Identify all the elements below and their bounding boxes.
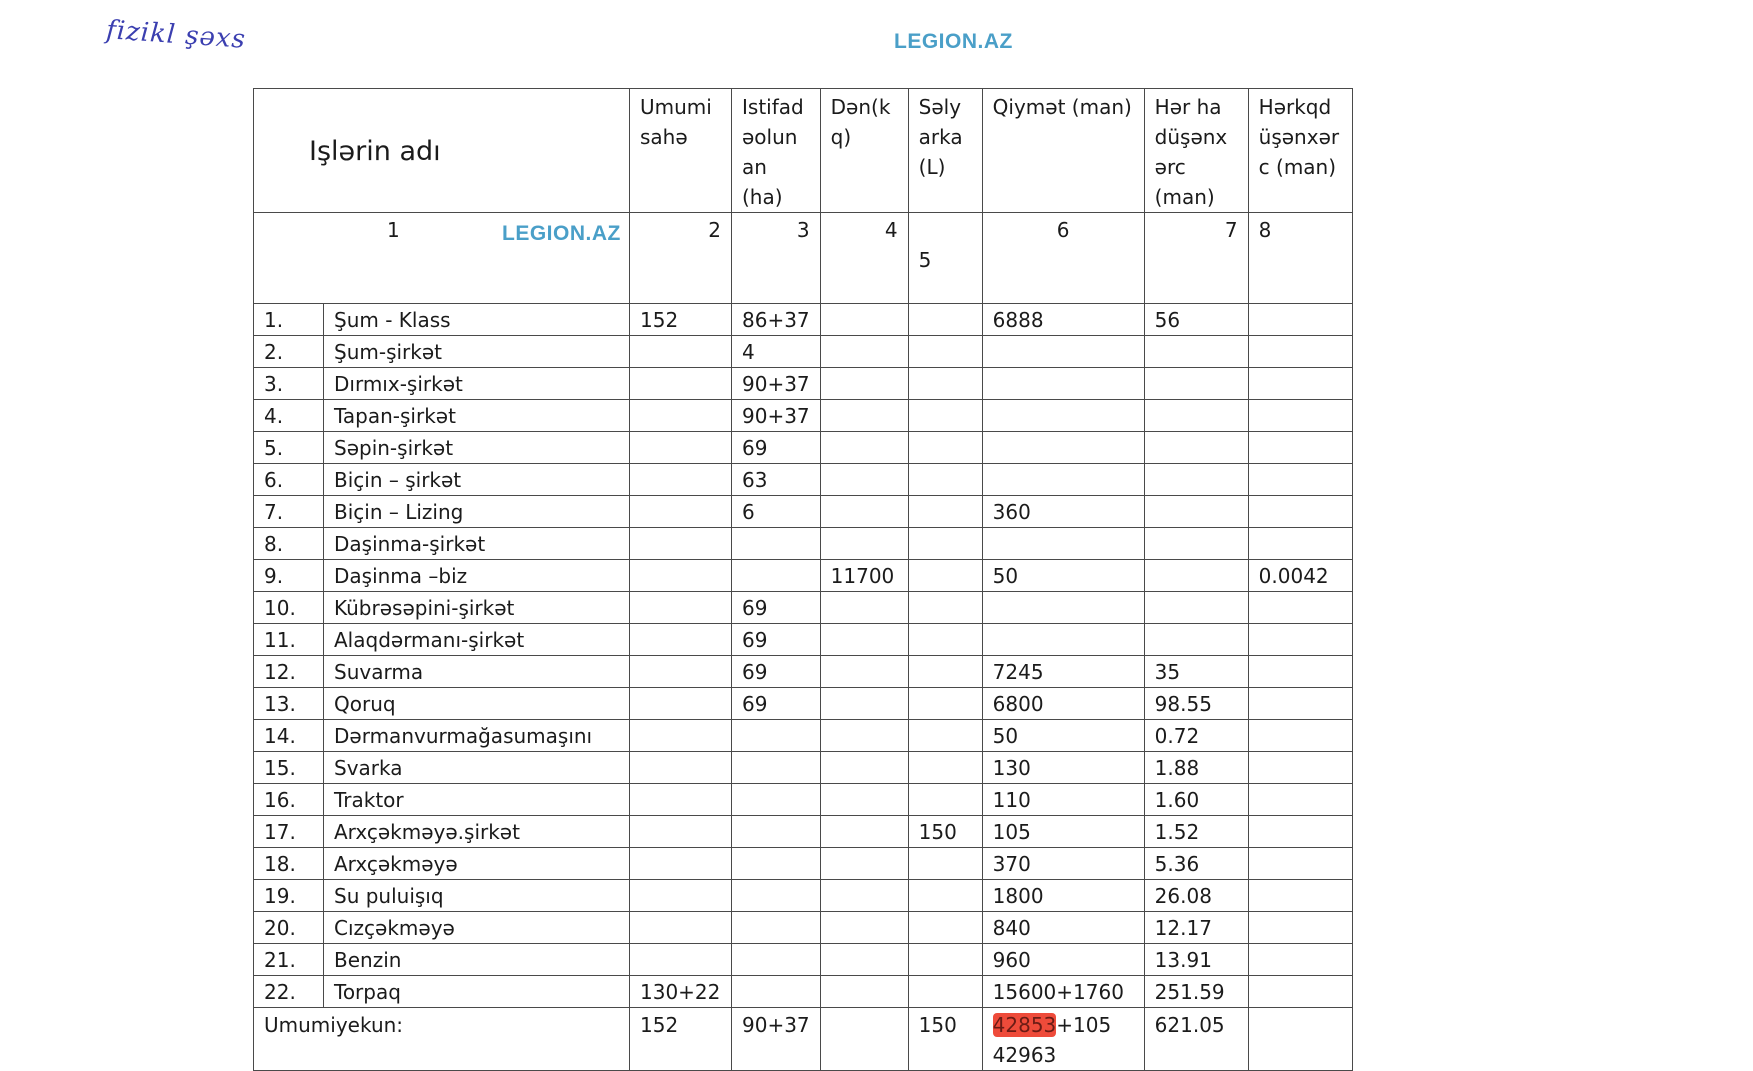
row-work-name: Svarka <box>324 752 630 784</box>
row-cost-per-kg <box>1248 368 1352 400</box>
row-grain <box>820 528 908 560</box>
table-row <box>254 944 1353 976</box>
row-total-area <box>630 496 732 528</box>
row-total-area <box>630 432 732 464</box>
row-work-name: Arxçəkməyə.şirkət <box>324 816 630 848</box>
row-cost-per-ha <box>1144 432 1248 464</box>
row-used-area <box>732 720 821 752</box>
row-price <box>982 368 1144 400</box>
row-used-area <box>732 528 821 560</box>
row-grain <box>820 976 908 1008</box>
row-total-area <box>630 464 732 496</box>
column-number-row <box>254 213 1353 304</box>
highlighted-value: 42853 <box>992 1013 1057 1037</box>
row-price <box>982 624 1144 656</box>
row-used-area: 69 <box>732 656 821 688</box>
row-cost-per-ha: 35 <box>1144 656 1248 688</box>
row-grain <box>820 432 908 464</box>
header-price: Qiymət (man) <box>982 89 1144 213</box>
row-used-area <box>732 880 821 912</box>
row-price <box>982 528 1144 560</box>
row-price: 7245 <box>982 656 1144 688</box>
row-fuel <box>908 688 982 720</box>
row-work-name: Daşinma-şirkət <box>324 528 630 560</box>
row-work-name: Su puluişıq <box>324 880 630 912</box>
column-number-7: 7 <box>1144 213 1248 304</box>
total-c6 <box>982 1008 1144 1071</box>
row-total-area <box>630 560 732 592</box>
row-cost-per-kg <box>1248 656 1352 688</box>
row-used-area <box>732 848 821 880</box>
row-price: 360 <box>982 496 1144 528</box>
table-row <box>254 336 1353 368</box>
table-row <box>254 720 1353 752</box>
row-work-name: Dırmıx-şirkət <box>324 368 630 400</box>
row-fuel <box>908 304 982 336</box>
row-price: 960 <box>982 944 1144 976</box>
row-price: 50 <box>982 560 1144 592</box>
row-work-name: Suvarma <box>324 656 630 688</box>
row-work-name: Torpaq <box>324 976 630 1008</box>
row-used-area <box>732 816 821 848</box>
row-number: 10. <box>254 592 324 624</box>
row-cost-per-kg: 0.0042 <box>1248 560 1352 592</box>
row-cost-per-ha: 1.52 <box>1144 816 1248 848</box>
row-price <box>982 592 1144 624</box>
row-cost-per-ha <box>1144 400 1248 432</box>
row-used-area <box>732 976 821 1008</box>
row-grain <box>820 304 908 336</box>
row-total-area <box>630 848 732 880</box>
row-cost-per-kg <box>1248 816 1352 848</box>
total-c5: 150 <box>908 1008 982 1071</box>
row-cost-per-ha <box>1144 560 1248 592</box>
row-grain <box>820 816 908 848</box>
row-grain <box>820 592 908 624</box>
row-work-name: Qoruq <box>324 688 630 720</box>
row-price: 50 <box>982 720 1144 752</box>
row-used-area: 69 <box>732 688 821 720</box>
row-used-area: 90+37 <box>732 400 821 432</box>
table-row <box>254 400 1353 432</box>
row-work-name: Cızçəkməyə <box>324 912 630 944</box>
row-price: 370 <box>982 848 1144 880</box>
row-fuel <box>908 336 982 368</box>
row-number: 7. <box>254 496 324 528</box>
row-cost-per-kg <box>1248 432 1352 464</box>
row-used-area <box>732 784 821 816</box>
row-cost-per-kg <box>1248 784 1352 816</box>
row-cost-per-ha <box>1144 528 1248 560</box>
row-grain <box>820 912 908 944</box>
row-grain: 11700 <box>820 560 908 592</box>
row-cost-per-ha <box>1144 368 1248 400</box>
table-row <box>254 912 1353 944</box>
row-price: 6800 <box>982 688 1144 720</box>
row-number: 21. <box>254 944 324 976</box>
row-used-area: 63 <box>732 464 821 496</box>
row-used-area: 6 <box>732 496 821 528</box>
row-grain <box>820 688 908 720</box>
row-fuel <box>908 624 982 656</box>
row-used-area <box>732 912 821 944</box>
row-total-area: 130+22 <box>630 976 732 1008</box>
row-number: 2. <box>254 336 324 368</box>
work-cost-table <box>253 88 1353 1071</box>
row-cost-per-kg <box>1248 752 1352 784</box>
table-row <box>254 656 1353 688</box>
row-cost-per-kg <box>1248 304 1352 336</box>
row-total-area <box>630 720 732 752</box>
row-cost-per-kg <box>1248 624 1352 656</box>
row-price <box>982 336 1144 368</box>
column-number-2: 2 <box>630 213 732 304</box>
row-cost-per-ha: 56 <box>1144 304 1248 336</box>
row-grain <box>820 464 908 496</box>
row-fuel <box>908 752 982 784</box>
table-row <box>254 624 1353 656</box>
table-header-row <box>254 89 1353 213</box>
row-cost-per-kg <box>1248 944 1352 976</box>
row-price: 105 <box>982 816 1144 848</box>
row-work-name: Dərmanvurmağasumaşını <box>324 720 630 752</box>
row-cost-per-kg <box>1248 496 1352 528</box>
table-row <box>254 816 1353 848</box>
row-price: 130 <box>982 752 1144 784</box>
row-total-area <box>630 528 732 560</box>
row-grain <box>820 944 908 976</box>
row-price: 15600+1760 <box>982 976 1144 1008</box>
row-cost-per-kg <box>1248 880 1352 912</box>
row-cost-per-kg <box>1248 848 1352 880</box>
row-cost-per-kg <box>1248 720 1352 752</box>
row-work-name: Alaqdərmanı-şirkət <box>324 624 630 656</box>
row-fuel: 150 <box>908 816 982 848</box>
row-grain <box>820 880 908 912</box>
table-row <box>254 368 1353 400</box>
row-number: 3. <box>254 368 324 400</box>
row-grain <box>820 720 908 752</box>
row-number: 16. <box>254 784 324 816</box>
row-total-area <box>630 752 732 784</box>
total-c3: 90+37 <box>732 1008 821 1071</box>
row-price: 6888 <box>982 304 1144 336</box>
column-number-8: 8 <box>1248 213 1352 304</box>
header-total-area: Umumi sahə <box>630 89 732 213</box>
row-fuel <box>908 592 982 624</box>
row-total-area <box>630 592 732 624</box>
row-grain <box>820 336 908 368</box>
table-row <box>254 976 1353 1008</box>
total-row <box>254 1008 1353 1071</box>
row-work-name: Şum - Klass <box>324 304 630 336</box>
table-row <box>254 592 1353 624</box>
table-row <box>254 688 1353 720</box>
row-total-area <box>630 368 732 400</box>
row-work-name: Arxçəkməyə <box>324 848 630 880</box>
table-row <box>254 560 1353 592</box>
table-row <box>254 752 1353 784</box>
total-c6-suffix: +105 <box>1056 1013 1112 1037</box>
row-number: 15. <box>254 752 324 784</box>
row-number: 13. <box>254 688 324 720</box>
row-used-area <box>732 944 821 976</box>
table-row <box>254 528 1353 560</box>
row-cost-per-kg <box>1248 336 1352 368</box>
row-cost-per-ha: 1.60 <box>1144 784 1248 816</box>
table-row <box>254 784 1353 816</box>
row-fuel <box>908 720 982 752</box>
row-work-name: Benzin <box>324 944 630 976</box>
row-grain <box>820 752 908 784</box>
row-grain <box>820 656 908 688</box>
row-grain <box>820 784 908 816</box>
row-total-area <box>630 688 732 720</box>
row-number: 17. <box>254 816 324 848</box>
row-cost-per-ha <box>1144 336 1248 368</box>
row-total-area <box>630 944 732 976</box>
total-label: Umumiyekun: <box>254 1008 630 1071</box>
header-cost-per-ha: Hər ha düşənx ərc (man) <box>1144 89 1248 213</box>
row-cost-per-kg <box>1248 976 1352 1008</box>
column-number-3: 3 <box>732 213 821 304</box>
row-total-area <box>630 336 732 368</box>
row-work-name: Tapan-şirkət <box>324 400 630 432</box>
row-fuel <box>908 944 982 976</box>
total-c4 <box>820 1008 908 1071</box>
total-c8 <box>1248 1008 1352 1071</box>
header-grain: Dən(k q) <box>820 89 908 213</box>
row-price: 1800 <box>982 880 1144 912</box>
row-total-area <box>630 656 732 688</box>
row-total-area <box>630 624 732 656</box>
row-number: 22. <box>254 976 324 1008</box>
row-cost-per-ha: 5.36 <box>1144 848 1248 880</box>
row-number: 18. <box>254 848 324 880</box>
row-price: 110 <box>982 784 1144 816</box>
row-total-area <box>630 400 732 432</box>
row-cost-per-kg <box>1248 912 1352 944</box>
row-fuel <box>908 432 982 464</box>
row-used-area: 86+37 <box>732 304 821 336</box>
header-used-area: Istifad əolun an (ha) <box>732 89 821 213</box>
row-cost-per-ha <box>1144 496 1248 528</box>
row-fuel <box>908 784 982 816</box>
row-cost-per-ha: 26.08 <box>1144 880 1248 912</box>
table-row <box>254 304 1353 336</box>
row-cost-per-kg <box>1248 688 1352 720</box>
row-number: 14. <box>254 720 324 752</box>
row-used-area: 69 <box>732 624 821 656</box>
table-row <box>254 880 1353 912</box>
total-c6-line2: 42963 <box>992 1043 1057 1067</box>
row-cost-per-ha: 251.59 <box>1144 976 1248 1008</box>
row-grain <box>820 368 908 400</box>
row-grain <box>820 848 908 880</box>
row-cost-per-kg <box>1248 464 1352 496</box>
row-cost-per-ha: 13.91 <box>1144 944 1248 976</box>
watermark-top: LEGION.AZ <box>894 30 1013 53</box>
row-price <box>982 432 1144 464</box>
row-number: 9. <box>254 560 324 592</box>
table-row <box>254 496 1353 528</box>
row-fuel <box>908 528 982 560</box>
row-cost-per-kg <box>1248 528 1352 560</box>
header-cost-per-kg: Hərkqd üşənxər c (man) <box>1248 89 1352 213</box>
row-used-area: 90+37 <box>732 368 821 400</box>
row-price <box>982 400 1144 432</box>
row-used-area: 69 <box>732 592 821 624</box>
row-fuel <box>908 368 982 400</box>
row-used-area <box>732 752 821 784</box>
row-work-name: Kübrəsəpini-şirkət <box>324 592 630 624</box>
row-fuel <box>908 560 982 592</box>
row-number: 5. <box>254 432 324 464</box>
handwritten-note: fizikl şəxs <box>105 15 247 55</box>
row-fuel <box>908 912 982 944</box>
row-fuel <box>908 464 982 496</box>
row-total-area <box>630 912 732 944</box>
row-work-name: Biçin – Lizing <box>324 496 630 528</box>
row-work-name: Şum-şirkət <box>324 336 630 368</box>
column-number-1: 1 <box>254 213 630 304</box>
row-cost-per-ha: 0.72 <box>1144 720 1248 752</box>
row-work-name: Daşinma –biz <box>324 560 630 592</box>
row-price <box>982 464 1144 496</box>
table-row <box>254 432 1353 464</box>
row-used-area: 69 <box>732 432 821 464</box>
row-price: 840 <box>982 912 1144 944</box>
row-number: 1. <box>254 304 324 336</box>
table-row <box>254 464 1353 496</box>
row-number: 12. <box>254 656 324 688</box>
row-used-area: 4 <box>732 336 821 368</box>
row-fuel <box>908 400 982 432</box>
row-cost-per-ha <box>1144 592 1248 624</box>
header-fuel: Səly arka (L) <box>908 89 982 213</box>
row-number: 19. <box>254 880 324 912</box>
row-fuel <box>908 976 982 1008</box>
row-number: 4. <box>254 400 324 432</box>
table-row <box>254 848 1353 880</box>
row-fuel <box>908 880 982 912</box>
row-cost-per-kg <box>1248 592 1352 624</box>
row-total-area <box>630 880 732 912</box>
column-number-6: 6 <box>982 213 1144 304</box>
row-work-name: Traktor <box>324 784 630 816</box>
row-cost-per-ha: 98.55 <box>1144 688 1248 720</box>
total-c7: 621.05 <box>1144 1008 1248 1071</box>
row-grain <box>820 624 908 656</box>
row-cost-per-ha: 12.17 <box>1144 912 1248 944</box>
row-cost-per-ha <box>1144 464 1248 496</box>
row-used-area <box>732 560 821 592</box>
row-total-area: 152 <box>630 304 732 336</box>
row-grain <box>820 400 908 432</box>
row-work-name: Səpin-şirkət <box>324 432 630 464</box>
total-c2: 152 <box>630 1008 732 1071</box>
watermark-middle: LEGION.AZ <box>502 222 621 245</box>
row-fuel <box>908 496 982 528</box>
header-work-names: Işlərin adı <box>254 89 630 213</box>
column-number-5: 5 <box>908 213 982 304</box>
row-grain <box>820 496 908 528</box>
row-cost-per-kg <box>1248 400 1352 432</box>
row-cost-per-ha: 1.88 <box>1144 752 1248 784</box>
column-number-4: 4 <box>820 213 908 304</box>
row-total-area <box>630 816 732 848</box>
row-fuel <box>908 656 982 688</box>
row-total-area <box>630 784 732 816</box>
row-cost-per-ha <box>1144 624 1248 656</box>
row-number: 11. <box>254 624 324 656</box>
row-number: 8. <box>254 528 324 560</box>
row-number: 20. <box>254 912 324 944</box>
row-fuel <box>908 848 982 880</box>
row-work-name: Biçin – şirkət <box>324 464 630 496</box>
row-number: 6. <box>254 464 324 496</box>
